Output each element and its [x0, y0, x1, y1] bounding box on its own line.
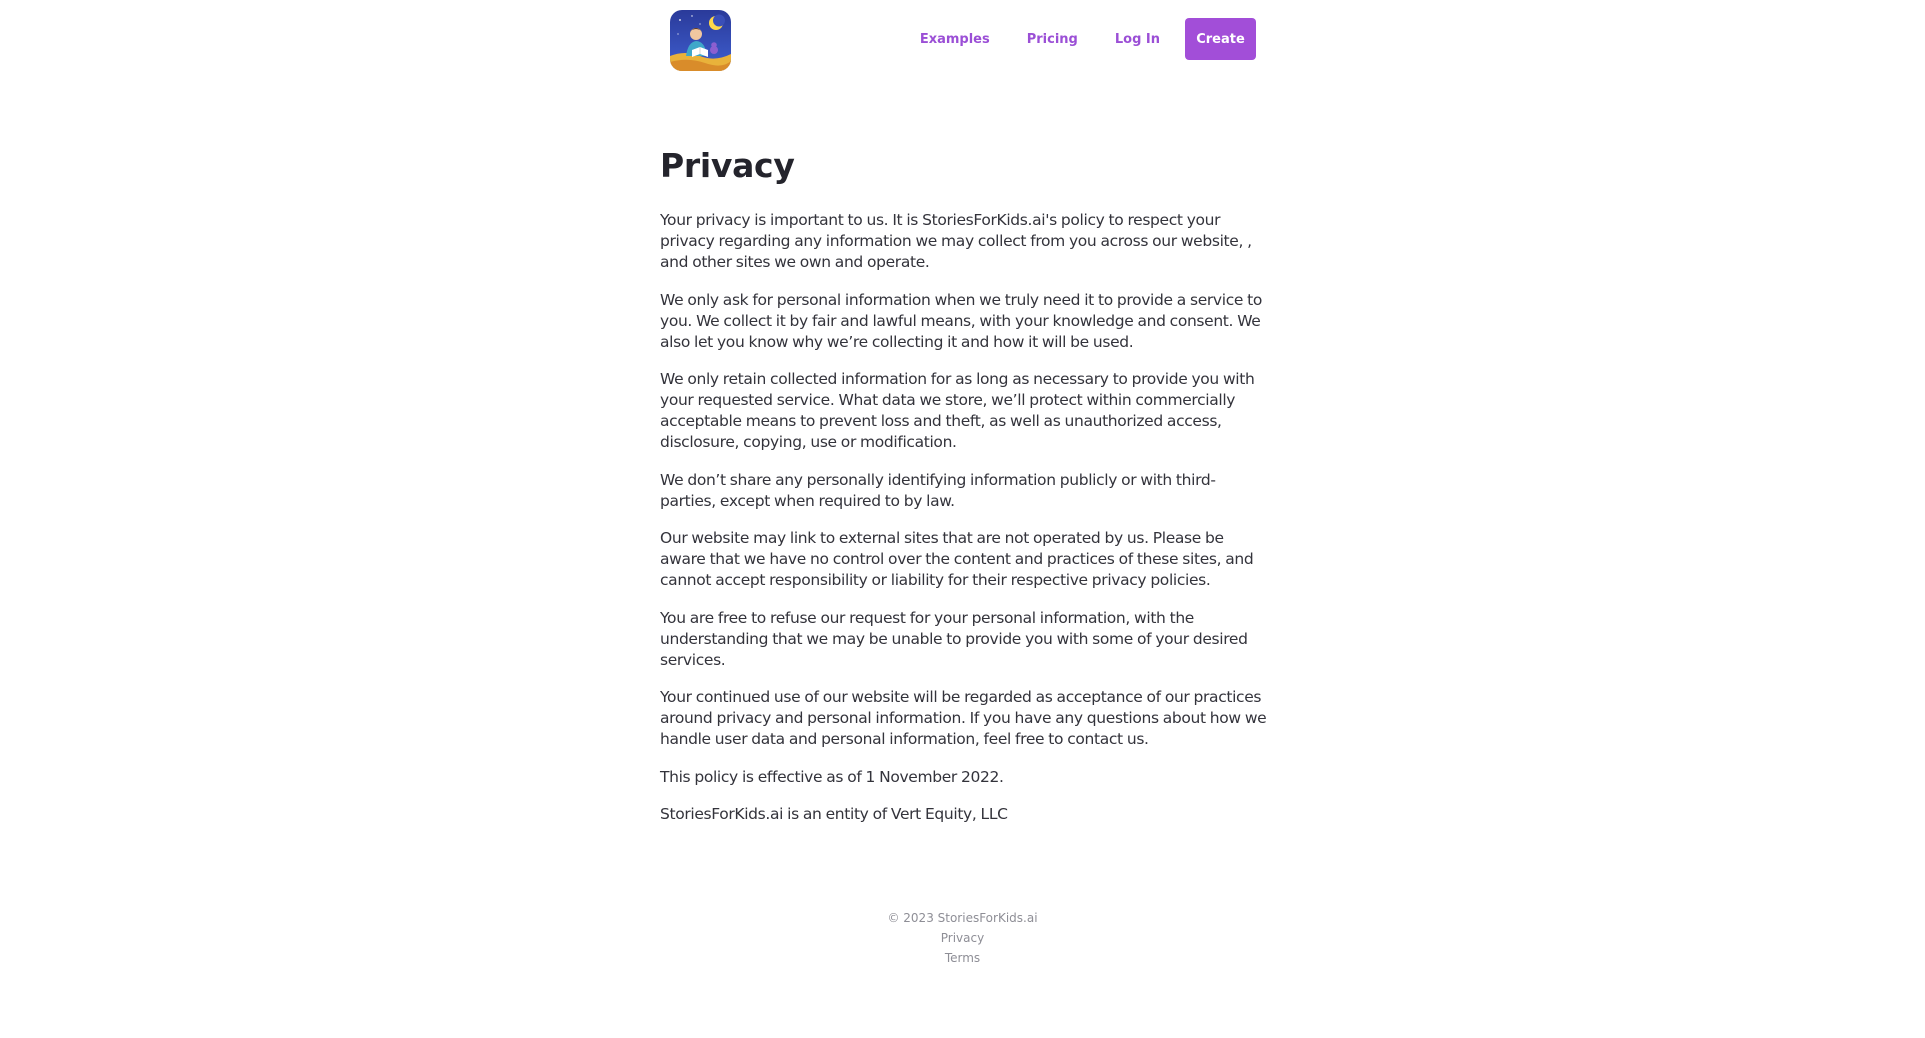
policy-paragraph-6: You are free to refuse our request for your personal information, with the understanding that we may be unable to provide you with some of your desired services. — [660, 608, 1248, 669]
logo-link[interactable] — [670, 10, 731, 71]
nav-login-link[interactable]: Log In — [1114, 31, 1160, 47]
page-title: Privacy — [660, 146, 795, 185]
policy-paragraph-4: We don’t share any personally identifying information publicly or with third-parties, except when required to by law. — [660, 470, 1216, 510]
site-header — [670, 10, 1256, 71]
create-button[interactable]: Create — [1185, 18, 1256, 60]
copyright-text: © 2023 StoriesForKids.ai — [887, 911, 1038, 925]
site-footer — [0, 908, 1925, 968]
stories-for-kids-logo-icon — [670, 10, 731, 71]
policy-effective-date: This policy is effective as of 1 November 2022. — [660, 767, 1004, 786]
nav-examples-link[interactable]: Examples — [919, 31, 990, 47]
policy-entity-statement: StoriesForKids.ai is an entity of Vert Equity, LLC — [660, 805, 1008, 823]
main-nav — [920, 18, 1256, 60]
privacy-content — [660, 146, 1270, 842]
footer-terms-link[interactable]: Terms — [944, 951, 981, 965]
policy-paragraph-5: Our website may link to external sites that are not operated by us. Please be aware that we have no control over the content and practices of these sites, and cannot accept responsibility or liability for their respective privacy policies. — [660, 529, 1254, 589]
footer-privacy-link[interactable]: Privacy — [940, 931, 985, 945]
policy-paragraph-7: Your continued use of our website will be regarded as acceptance of our practices around privacy and personal information. If you have any questions about how we handle user data and personal information, feel free to contact us. — [660, 688, 1267, 748]
policy-paragraph-2: We only ask for personal information when we truly need it to provide a service to you. We collect it by fair and lawful means, with your knowledge and consent. We also let you know why we’re collecting it and how it will be used. — [660, 290, 1262, 351]
nav-pricing-link[interactable]: Pricing — [1026, 31, 1078, 47]
policy-paragraph-1: Your privacy is important to us. It is StoriesForKids.ai's policy to respect your privacy regarding any information we may collect from you across our website, , and other sites we own and operate. — [660, 211, 1252, 271]
policy-paragraph-3: We only retain collected information for as long as necessary to provide you with your requested service. What data we store, we’ll protect within commercially acceptable means to prevent loss and theft, as well as unauthorized access, disclosure, copying, use or modification. — [660, 370, 1255, 451]
